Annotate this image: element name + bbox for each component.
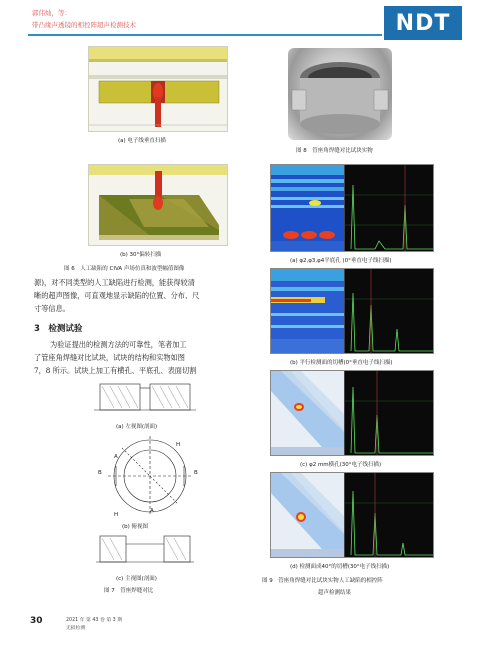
figure8-caption: 图 8 管座角焊缝对比试块实物 [296, 148, 373, 154]
running-head-title: 带凸缘声透镜的相控阵超声检测技术 [32, 21, 136, 29]
figure7-label-h-top: H [176, 442, 181, 448]
section-heading: 3 检测试验 [34, 324, 83, 334]
bscan-b-graphic [271, 269, 344, 353]
figure7-label-h-bottom: H [114, 512, 119, 518]
paragraph-continued [34, 276, 248, 315]
figure7-subcaption-a: (a) 左视图(剖面) [116, 424, 158, 430]
footer-issue: 2021 年 第 43 卷 第 3 期 [66, 618, 123, 623]
ascan-d-graphic [345, 473, 433, 557]
ascan-a-graphic [345, 165, 433, 251]
figure6-subcaption-b: (b) 30°偏转扫描 [120, 252, 162, 258]
ascan-b-graphic [345, 269, 433, 353]
ultrasound-panel-c [270, 370, 434, 456]
ascan-a [344, 165, 433, 251]
figure7-label-b-right: B [194, 470, 198, 476]
ultrasound-panel-d [270, 472, 434, 558]
section-view-c-graphic [92, 532, 198, 570]
ascan-d [344, 473, 433, 557]
figure9-subcaption-d: (d) 检测面成40°的切槽(30°电子线扫描) [290, 564, 390, 570]
figure7-drawing-c [92, 532, 198, 574]
civa-simulation-b [88, 164, 228, 246]
figure7-caption: 图 7 管座焊缝对比 [104, 588, 154, 594]
figure9-caption-line1: 图 9 管座角焊缝对比试块实物人工缺陷的相控阵 [262, 578, 383, 584]
figure7-drawing-a [90, 380, 202, 424]
test-block-photo [288, 48, 392, 140]
figure6-subcaption-a: (a) 电子线垂直扫描 [118, 138, 166, 144]
section-view-a-graphic [90, 380, 202, 420]
section3-paragraph [34, 338, 248, 377]
bscan-d [271, 473, 344, 557]
figure9-subcaption-b: (b) 平行检测面的切槽(0°垂直电子线扫描) [290, 360, 393, 366]
figure7-label-b-left: B [98, 470, 102, 476]
bscan-c [271, 371, 344, 455]
footer-journal: 无损检测 [66, 626, 86, 631]
bscan-a-graphic [271, 165, 344, 251]
figure7-drawing-b [92, 432, 202, 522]
ascan-c [344, 371, 433, 455]
bscan-d-graphic [271, 473, 344, 557]
bscan-c-graphic [271, 371, 344, 455]
paragraph-line: 为验证提出的检测方法的可靠性，笔者加工 [50, 340, 187, 349]
figure9-subcaption-a: (a) φ2,φ3,φ4平底孔 (0°垂直电子线扫描) [290, 258, 392, 264]
ultrasound-panel-a [270, 164, 434, 252]
paragraph-line: 晰的超声图像，可直观地显示缺陷的位置、分布、尺 [34, 291, 200, 300]
civa-sim-b-graphic [89, 165, 228, 246]
figure9-subcaption-c: (c) φ2 mm横孔(30°电子线扫描) [300, 462, 382, 468]
figure7-subcaption-c: (c) 主视图(剖面) [116, 576, 157, 582]
ascan-b [344, 269, 433, 353]
journal-logo [384, 6, 462, 40]
figure6-caption: 图 6 人工缺陷的 CIVA 声场仿真和波型幅值图像 [64, 266, 185, 272]
paragraph-line: 7，8 所示。试块上加工有横孔、平底孔、表面切割 [34, 366, 197, 375]
ascan-c-graphic [345, 371, 433, 455]
civa-simulation-a [88, 46, 228, 132]
ultrasound-panel-b [270, 268, 434, 354]
header-rule [28, 34, 382, 36]
paragraph-line: 源)，对不同类型的人工缺陷进行检测，能获得较清 [34, 278, 195, 287]
top-view-b-graphic [92, 432, 202, 518]
figure7-label-a-bottom: A [150, 508, 154, 514]
figure7-label-a-top: A [114, 454, 118, 460]
test-block-graphic [288, 48, 392, 140]
paragraph-line: 了管座角焊缝对比试块，试块的结构和实物如图 [34, 353, 185, 362]
logo-text: NDT [395, 10, 451, 36]
figure7-subcaption-b: (b) 俯视图 [122, 524, 149, 530]
paragraph-line: 寸等信息。 [34, 304, 70, 313]
bscan-b [271, 269, 344, 353]
page-number: 30 [30, 616, 43, 626]
figure9-caption-line2: 超声检测结果 [318, 590, 352, 596]
bscan-a [271, 165, 344, 251]
civa-sim-a-graphic [89, 47, 228, 132]
running-head-author: 郭伟灿，等： [32, 9, 71, 17]
